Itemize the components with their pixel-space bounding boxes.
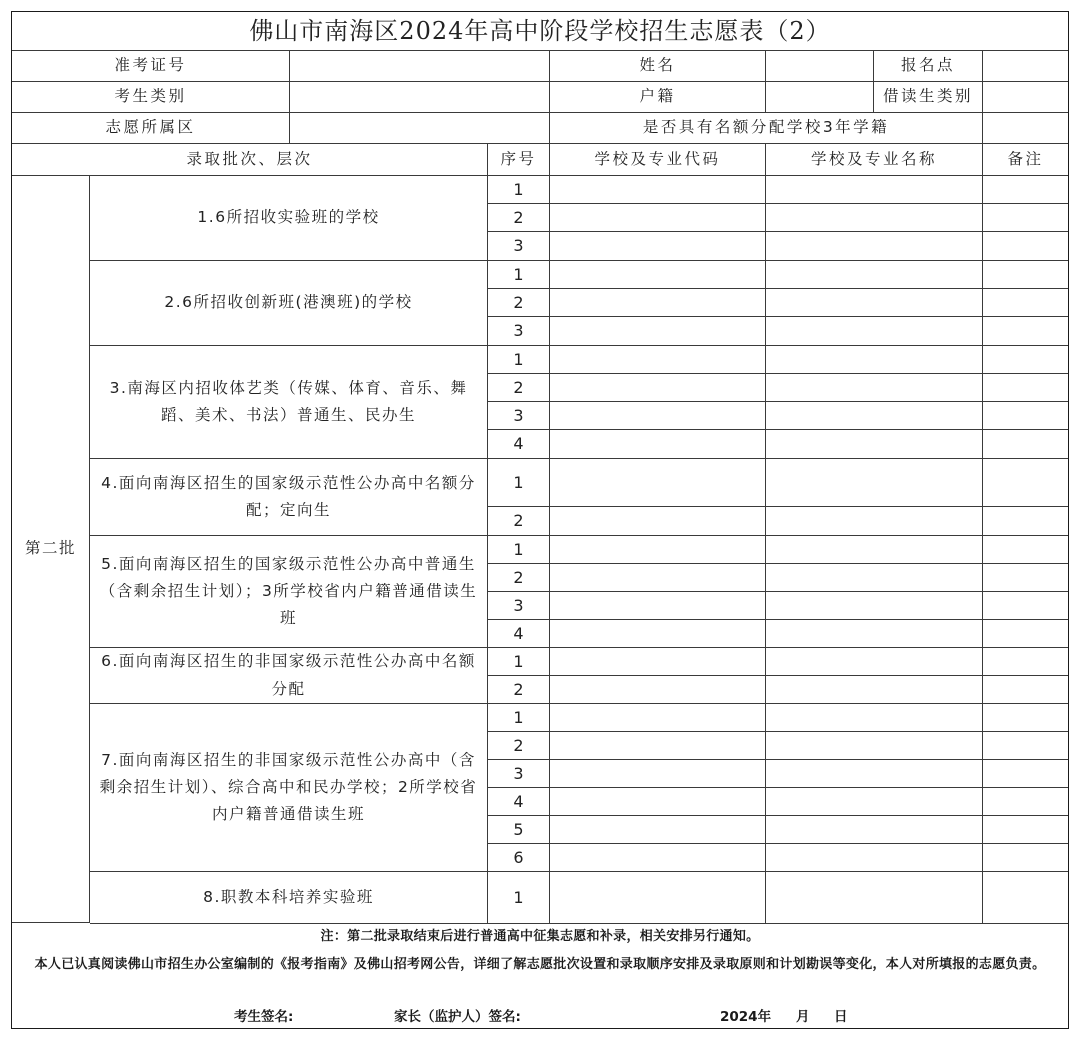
school-code-field[interactable] bbox=[550, 648, 766, 676]
exam-id-label: 准考证号 bbox=[12, 51, 290, 82]
borrowed-student-label: 借读生类别 bbox=[874, 82, 983, 113]
school-code-field[interactable] bbox=[550, 430, 766, 459]
seq-number: 1 bbox=[488, 346, 550, 374]
registration-site-field[interactable] bbox=[983, 51, 1068, 82]
seq-number: 1 bbox=[488, 536, 550, 564]
school-code-field[interactable] bbox=[550, 564, 766, 592]
school-name-field[interactable] bbox=[766, 261, 983, 289]
footer-declaration: 本人已认真阅读佛山市招生办公室编制的《报考指南》及佛山招考网公告，详细了解志愿批次设置和录取顺序安排及录取原则和计划勘误等变化，本人对所填报的志愿负责。 bbox=[34, 957, 1046, 972]
seq-column-header: 序号 bbox=[488, 144, 550, 176]
exam-id-field[interactable] bbox=[290, 51, 550, 82]
school-code-field[interactable] bbox=[550, 507, 766, 536]
remark-field[interactable] bbox=[983, 648, 1068, 676]
remark-field[interactable] bbox=[983, 536, 1068, 564]
school-code-field[interactable] bbox=[550, 374, 766, 402]
remark-field[interactable] bbox=[983, 507, 1068, 536]
school-code-field[interactable] bbox=[550, 289, 766, 317]
remark-column-header: 备注 bbox=[983, 144, 1068, 176]
name-label: 姓名 bbox=[550, 51, 766, 82]
remark-field[interactable] bbox=[983, 317, 1068, 346]
registration-site-label: 报名点 bbox=[874, 51, 983, 82]
seq-number: 3 bbox=[488, 760, 550, 788]
group-label: 4.面向南海区招生的国家级示范性公办高中名额分配；定向生 bbox=[90, 459, 488, 536]
school-name-field[interactable] bbox=[766, 704, 983, 732]
seq-number: 3 bbox=[488, 317, 550, 346]
remark-field[interactable] bbox=[983, 346, 1068, 374]
seq-number: 3 bbox=[488, 592, 550, 620]
signature-day: 日 bbox=[834, 1009, 848, 1025]
school-name-field[interactable] bbox=[766, 564, 983, 592]
seq-number: 2 bbox=[488, 676, 550, 704]
school-name-field[interactable] bbox=[766, 289, 983, 317]
seq-number: 2 bbox=[488, 289, 550, 317]
household-label: 户籍 bbox=[550, 82, 766, 113]
school-code-field[interactable] bbox=[550, 261, 766, 289]
application-form bbox=[11, 11, 1069, 1029]
school-name-field[interactable] bbox=[766, 507, 983, 536]
school-code-field[interactable] bbox=[550, 346, 766, 374]
seq-number: 2 bbox=[488, 732, 550, 760]
remark-field[interactable] bbox=[983, 620, 1068, 648]
form-title: 佛山市南海区2024年高中阶段学校招生志愿表（2） bbox=[12, 12, 1068, 51]
code-column-header: 学校及专业代码 bbox=[550, 144, 766, 176]
school-code-field[interactable] bbox=[550, 788, 766, 816]
school-code-field[interactable] bbox=[550, 732, 766, 760]
district-label: 志愿所属区 bbox=[12, 113, 290, 144]
school-name-field[interactable] bbox=[766, 430, 983, 459]
school-name-field[interactable] bbox=[766, 816, 983, 844]
school-name-field[interactable] bbox=[766, 788, 983, 816]
school-code-field[interactable] bbox=[550, 317, 766, 346]
school-code-field[interactable] bbox=[550, 232, 766, 261]
category-label: 考生类别 bbox=[12, 82, 290, 113]
school-code-field[interactable] bbox=[550, 620, 766, 648]
school-name-field[interactable] bbox=[766, 620, 983, 648]
school-code-field[interactable] bbox=[550, 704, 766, 732]
remark-field[interactable] bbox=[983, 816, 1068, 844]
school-code-field[interactable] bbox=[550, 459, 766, 507]
remark-field[interactable] bbox=[983, 374, 1068, 402]
seq-number: 4 bbox=[488, 430, 550, 459]
signature-year: 2024年 bbox=[720, 1009, 772, 1025]
seq-number: 2 bbox=[488, 507, 550, 536]
school-name-field[interactable] bbox=[766, 204, 983, 232]
seq-number: 3 bbox=[488, 232, 550, 261]
remark-field[interactable] bbox=[983, 176, 1068, 204]
seq-number: 3 bbox=[488, 402, 550, 430]
school-name-field[interactable] bbox=[766, 592, 983, 620]
group-label: 3.南海区内招收体艺类（传媒、体育、音乐、舞蹈、美术、书法）普通生、民办生 bbox=[90, 346, 488, 459]
remark-field[interactable] bbox=[983, 564, 1068, 592]
footer-note: 注：第二批录取结束后进行普通高中征集志愿和补录，相关安排另行通知。 bbox=[320, 929, 760, 944]
school-code-field[interactable] bbox=[550, 816, 766, 844]
seq-number: 1 bbox=[488, 648, 550, 676]
school-name-field[interactable] bbox=[766, 648, 983, 676]
remark-field[interactable] bbox=[983, 402, 1068, 430]
school-code-field[interactable] bbox=[550, 592, 766, 620]
name-field[interactable] bbox=[766, 51, 874, 82]
school-name-field[interactable] bbox=[766, 176, 983, 204]
school-code-field[interactable] bbox=[550, 844, 766, 872]
school-name-field[interactable] bbox=[766, 346, 983, 374]
borrowed-student-field[interactable] bbox=[983, 82, 1068, 113]
school-code-field[interactable] bbox=[550, 176, 766, 204]
school-name-field[interactable] bbox=[766, 232, 983, 261]
seq-number: 2 bbox=[488, 564, 550, 592]
school-code-field[interactable] bbox=[550, 872, 766, 924]
school-code-field[interactable] bbox=[550, 760, 766, 788]
remark-field[interactable] bbox=[983, 844, 1068, 872]
group-label: 7.面向南海区招生的非国家级示范性公办高中（含剩余招生计划）、综合高中和民办学校；2所学校省内户籍普通借读生班 bbox=[90, 704, 488, 872]
group-label: 1.6所招收实验班的学校 bbox=[90, 176, 488, 261]
batch-name: 第二批 bbox=[12, 176, 90, 923]
school-name-field[interactable] bbox=[766, 732, 983, 760]
remark-field[interactable] bbox=[983, 261, 1068, 289]
seq-number: 4 bbox=[488, 788, 550, 816]
school-name-field[interactable] bbox=[766, 844, 983, 872]
school-name-field[interactable] bbox=[766, 760, 983, 788]
quota-status-field[interactable] bbox=[983, 113, 1068, 144]
group-label: 5.面向南海区招生的国家级示范性公办高中普通生（含剩余招生计划）；3所学校省内户籍普通借读生班 bbox=[90, 536, 488, 648]
school-name-field[interactable] bbox=[766, 402, 983, 430]
student-signature-label: 考生签名: bbox=[234, 1009, 294, 1025]
remark-field[interactable] bbox=[983, 872, 1068, 924]
school-name-field[interactable] bbox=[766, 317, 983, 346]
quota-status-label: 是否具有名额分配学校3年学籍 bbox=[550, 113, 983, 144]
seq-number: 2 bbox=[488, 204, 550, 232]
district-field[interactable] bbox=[290, 113, 550, 144]
remark-field[interactable] bbox=[983, 430, 1068, 459]
seq-number: 1 bbox=[488, 459, 550, 507]
school-name-field[interactable] bbox=[766, 536, 983, 564]
school-code-field[interactable] bbox=[550, 204, 766, 232]
school-code-field[interactable] bbox=[550, 536, 766, 564]
group-label: 2.6所招收创新班(港澳班)的学校 bbox=[90, 261, 488, 346]
group-label: 6.面向南海区招生的非国家级示范性公办高中名额分配 bbox=[90, 648, 488, 704]
remark-field[interactable] bbox=[983, 788, 1068, 816]
remark-field[interactable] bbox=[983, 232, 1068, 261]
school-code-field[interactable] bbox=[550, 402, 766, 430]
remark-field[interactable] bbox=[983, 760, 1068, 788]
school-name-field[interactable] bbox=[766, 872, 983, 924]
seq-number: 1 bbox=[488, 704, 550, 732]
seq-number: 6 bbox=[488, 844, 550, 872]
seq-number: 5 bbox=[488, 816, 550, 844]
remark-field[interactable] bbox=[983, 204, 1068, 232]
remark-field[interactable] bbox=[983, 459, 1068, 507]
seq-number: 2 bbox=[488, 374, 550, 402]
remark-field[interactable] bbox=[983, 289, 1068, 317]
seq-number: 1 bbox=[488, 261, 550, 289]
batch-column-header: 录取批次、层次 bbox=[12, 144, 488, 176]
household-field[interactable] bbox=[766, 82, 874, 113]
school-name-field[interactable] bbox=[766, 676, 983, 704]
signature-month: 月 bbox=[796, 1009, 810, 1025]
remark-field[interactable] bbox=[983, 704, 1068, 732]
remark-field[interactable] bbox=[983, 676, 1068, 704]
remark-field[interactable] bbox=[983, 732, 1068, 760]
category-field[interactable] bbox=[290, 82, 550, 113]
remark-field[interactable] bbox=[983, 592, 1068, 620]
group-label: 8.职教本科培养实验班 bbox=[90, 872, 488, 924]
seq-number: 1 bbox=[488, 872, 550, 924]
seq-number: 4 bbox=[488, 620, 550, 648]
seq-number: 1 bbox=[488, 176, 550, 204]
parent-signature-label: 家长（监护人）签名: bbox=[394, 1009, 521, 1025]
school-name-field[interactable] bbox=[766, 374, 983, 402]
school-name-field[interactable] bbox=[766, 459, 983, 507]
school-code-field[interactable] bbox=[550, 676, 766, 704]
school-name-column-header: 学校及专业名称 bbox=[766, 144, 983, 176]
